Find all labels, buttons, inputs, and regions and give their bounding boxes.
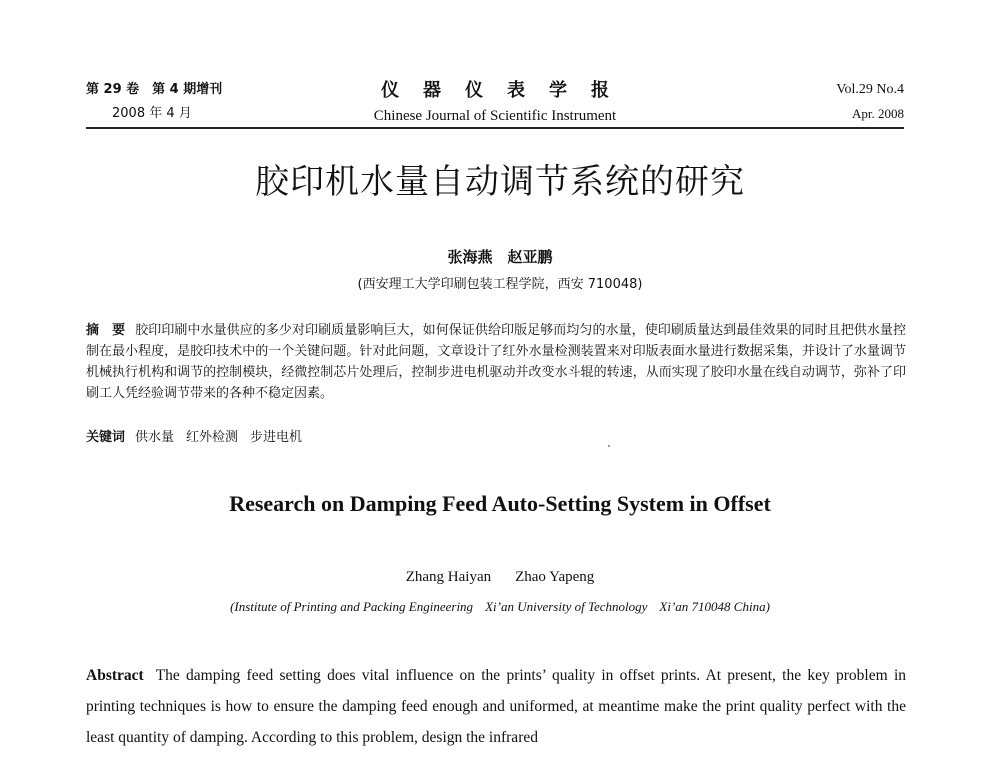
volume-info-en (704, 80, 904, 124)
paper-title-en: Research on Damping Feed Auto-Setting System in Offset (229, 491, 771, 516)
volume-issue: 第 29 卷 第 4 期增刊 (86, 82, 223, 97)
affiliation-cn: (西安理工大学印刷包装工程学院，西安 710048) (357, 277, 643, 292)
affiliation-en (0, 597, 1000, 617)
authors-cn: 张海燕 赵亚鹏 (447, 248, 553, 266)
keywords-cn-label: 关键词 (86, 430, 126, 445)
abstract-cn-text: 胶印印刷中水量供应的多少对印刷质量影响巨大，如何保证供给印版足够而均匀的水量，使印刷质量达到最佳效果的同时且把供水量控制在最小程度，是胶印技术中的一个关键问题。针对此问题，文章设计了红外水量检测装置来对印版表面水量进行数据采集，并设计了水量调节机械执行机构和调节的控制模块，经微控制芯片处理后，控制步进电机驱动并改变水斗辊的转速，从而实现了胶印水量在线自动调节，弥补了印刷工人凭经验调节带来的各种不稳定因素。 (86, 323, 906, 401)
journal-name-en: Chinese Journal of Scientific Instrument (373, 108, 617, 124)
author-en: Zhao Yapeng (515, 569, 595, 585)
journal-name-cn: 仪器仪表学报 (381, 80, 633, 101)
header-rule (86, 127, 904, 129)
date-en: Apr. 2008 (852, 106, 904, 121)
authors-en (0, 567, 1000, 587)
journal-header (86, 80, 904, 130)
scan-speck (608, 445, 610, 447)
abstract-cn (86, 320, 906, 404)
abstract-en (86, 660, 906, 753)
issue-date: 2008 年 4 月 (112, 106, 192, 121)
issue-info (86, 80, 306, 124)
keywords-cn (86, 427, 906, 448)
keyword: 供水量 (135, 430, 175, 445)
affiliation-en-institute: (Institute of Printing and Packing Engineering (230, 599, 474, 614)
affiliation-en-city: Xi’an 710048 China) (659, 599, 770, 614)
author-en: Zhang Haiyan (405, 569, 492, 585)
affiliation-en-university: Xi’an University of Technology (485, 599, 648, 614)
abstract-cn-label: 摘 要 (86, 323, 126, 338)
volume-number-en: Vol.29 No.4 (836, 82, 904, 97)
keyword: 步进电机 (250, 430, 303, 445)
keyword: 红外检测 (186, 430, 239, 445)
paper-title-cn: 胶印机水量自动调节系统的研究 (255, 162, 745, 202)
abstract-en-label: Abstract (86, 667, 144, 684)
abstract-en-text: The damping feed setting does vital influence on the prints’ quality in offset prints. At present, the key problem in printing techniques is how to ensure the damping feed enough and uniformed, at meantime make the print quality perfect with the least quantity of damping. According to this problem, design the infrared (86, 667, 906, 746)
journal-name (336, 80, 654, 126)
